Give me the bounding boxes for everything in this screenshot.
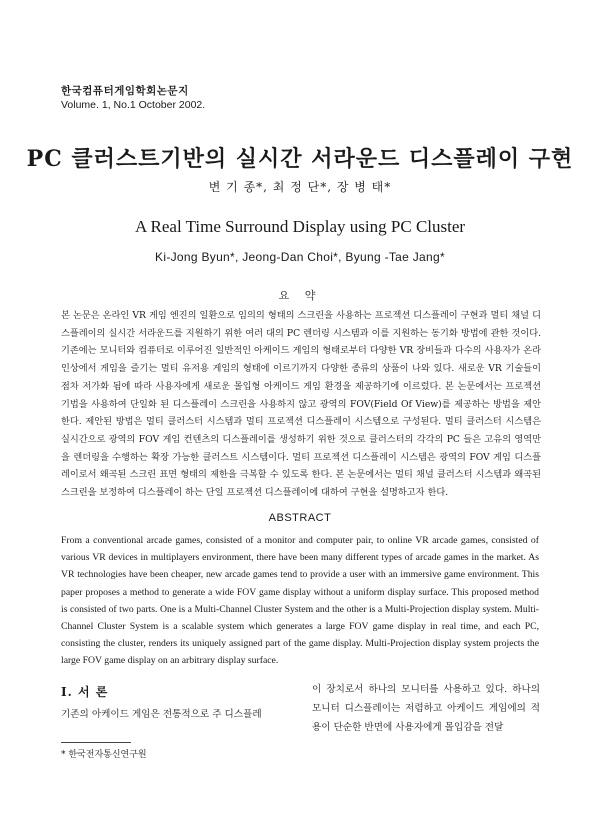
journal-volume: Volume. 1, No.1 October 2002. xyxy=(61,99,206,111)
journal-name: 한국컴퓨터게임학회논문지 xyxy=(61,85,189,97)
abstract-english-heading: ABSTRACT xyxy=(268,512,332,524)
paper-title-korean: PC 클러스트기반의 실시간 서라운드 디스플레이 구현 xyxy=(26,146,574,172)
authors-english: Ki-Jong Byun*, Jeong-Dan Choi*, Byung -Tae Jang* xyxy=(155,250,445,264)
paper-title-english: A Real Time Surround Display using PC Cluster xyxy=(134,217,466,236)
section-heading-introduction: Ⅰ. 서 론 xyxy=(61,685,109,699)
abstract-korean-heading: 요 약 xyxy=(278,289,322,302)
introduction-right-column: 이 장치로서 하나의 모니터를 사용하고 있다. 하나의 모니터 디스플레이는 저렴하고 아케이드 게임에의 적용이 단순한 반면에 사용자에게 몰입감을 전달 xyxy=(312,684,540,733)
footnote-divider xyxy=(61,742,131,743)
authors-korean: 변 기 종*, 최 정 단*, 장 병 태* xyxy=(208,180,392,194)
abstract-korean-text: 본 논문은 온라인 VR 게임 엔진의 일환으로 임의의 형태의 스크린을 사용하는 프로젝션 디스플레이 구현과 멀티 채널 디스플레이의 실시간 서라운드를 지원하기 위한 여러 대의 PC 렌더링 시스템과 이를 지원하는 동기화 방법에 관한 것이다. 기존에는 모니터와 컴퓨터로 이루어진 일반적인 아케이드 게임의 형태로부터 다양한 VR 장비들과 다수의 사용자가 온라인상에서 게임을 즐기는 멀티 유저용 게임의 형태에 이르기까지 다양한 종류의 상품이 나와 있다. 새로운 VR 기술들이 점차 저가화 됨에 따라 사용자에게 새로운 몰입형 아케이드 게임 환경을 제공하기에 이르렀다. 본 논문에서는 프로젝션 기법을 사용하여 단일화 된 디스플레이 스크린을 사용하지 않고 광역의 FOV(Field Of View)를 제공하는 방법을 제안한다. 제안된 방법은 멀티 클러스터 시스템과 멀티 프로젝션 디스플레이 시스템으로 구성된다. 멀티 클러스터 시스템은 실시간으로 광역의 FOV 게임 컨텐츠의 디스플레이를 생성하기 위한 것으로 클러스터의 각각의 PC 들은 고유의 영역만을 렌더링을 수행하는 확장 가능한 클러스트 시스템이다. 멀티 프로젝션 디스플레이 시스템은 광역의 FOV 게임 디스플레이로서 왜곡된 스크린 표면 형태의 제한을 극복할 수 있도록 한다. 본 논문에서는 멀티 채널 클러스터 시스템과 왜곡된 스크린을 보정하여 디스플레이 하는 단일 프로젝션 디스플레이에 대하여 구현을 설명하고자 한다. xyxy=(61,310,541,499)
introduction-left-column: 기존의 아케이드 게임은 전통적으로 주 디스플레 xyxy=(61,709,262,720)
journal-header xyxy=(61,84,205,112)
footnote-affiliation: * 한국전자통신연구원 xyxy=(61,750,147,760)
abstract-english-text: From a conventional arcade games, consisted of a monitor and computer pair, to online VR arcade games, consisted of various VR devices in multiplayers environment, there have been many different types of arcade games in the market. As VR technologies have been cheaper, new arcade games tend to provide a user with an immersive game environment. This paper proposes a method to generate a wide FOV game display without a uniform display surface. This proposed method is consisted of two parts. One is a Multi-Channel Cluster System and the other is a Multi-Projection display system. Multi-Channel Cluster System is a scalable system which generates a large FOV game display in real time, and each PC, consisting the cluster, renders its uniquely assigned part of the game display. Multi-Projection display system projects the large FOV game display on an arbitrary display surface. xyxy=(61,535,539,667)
